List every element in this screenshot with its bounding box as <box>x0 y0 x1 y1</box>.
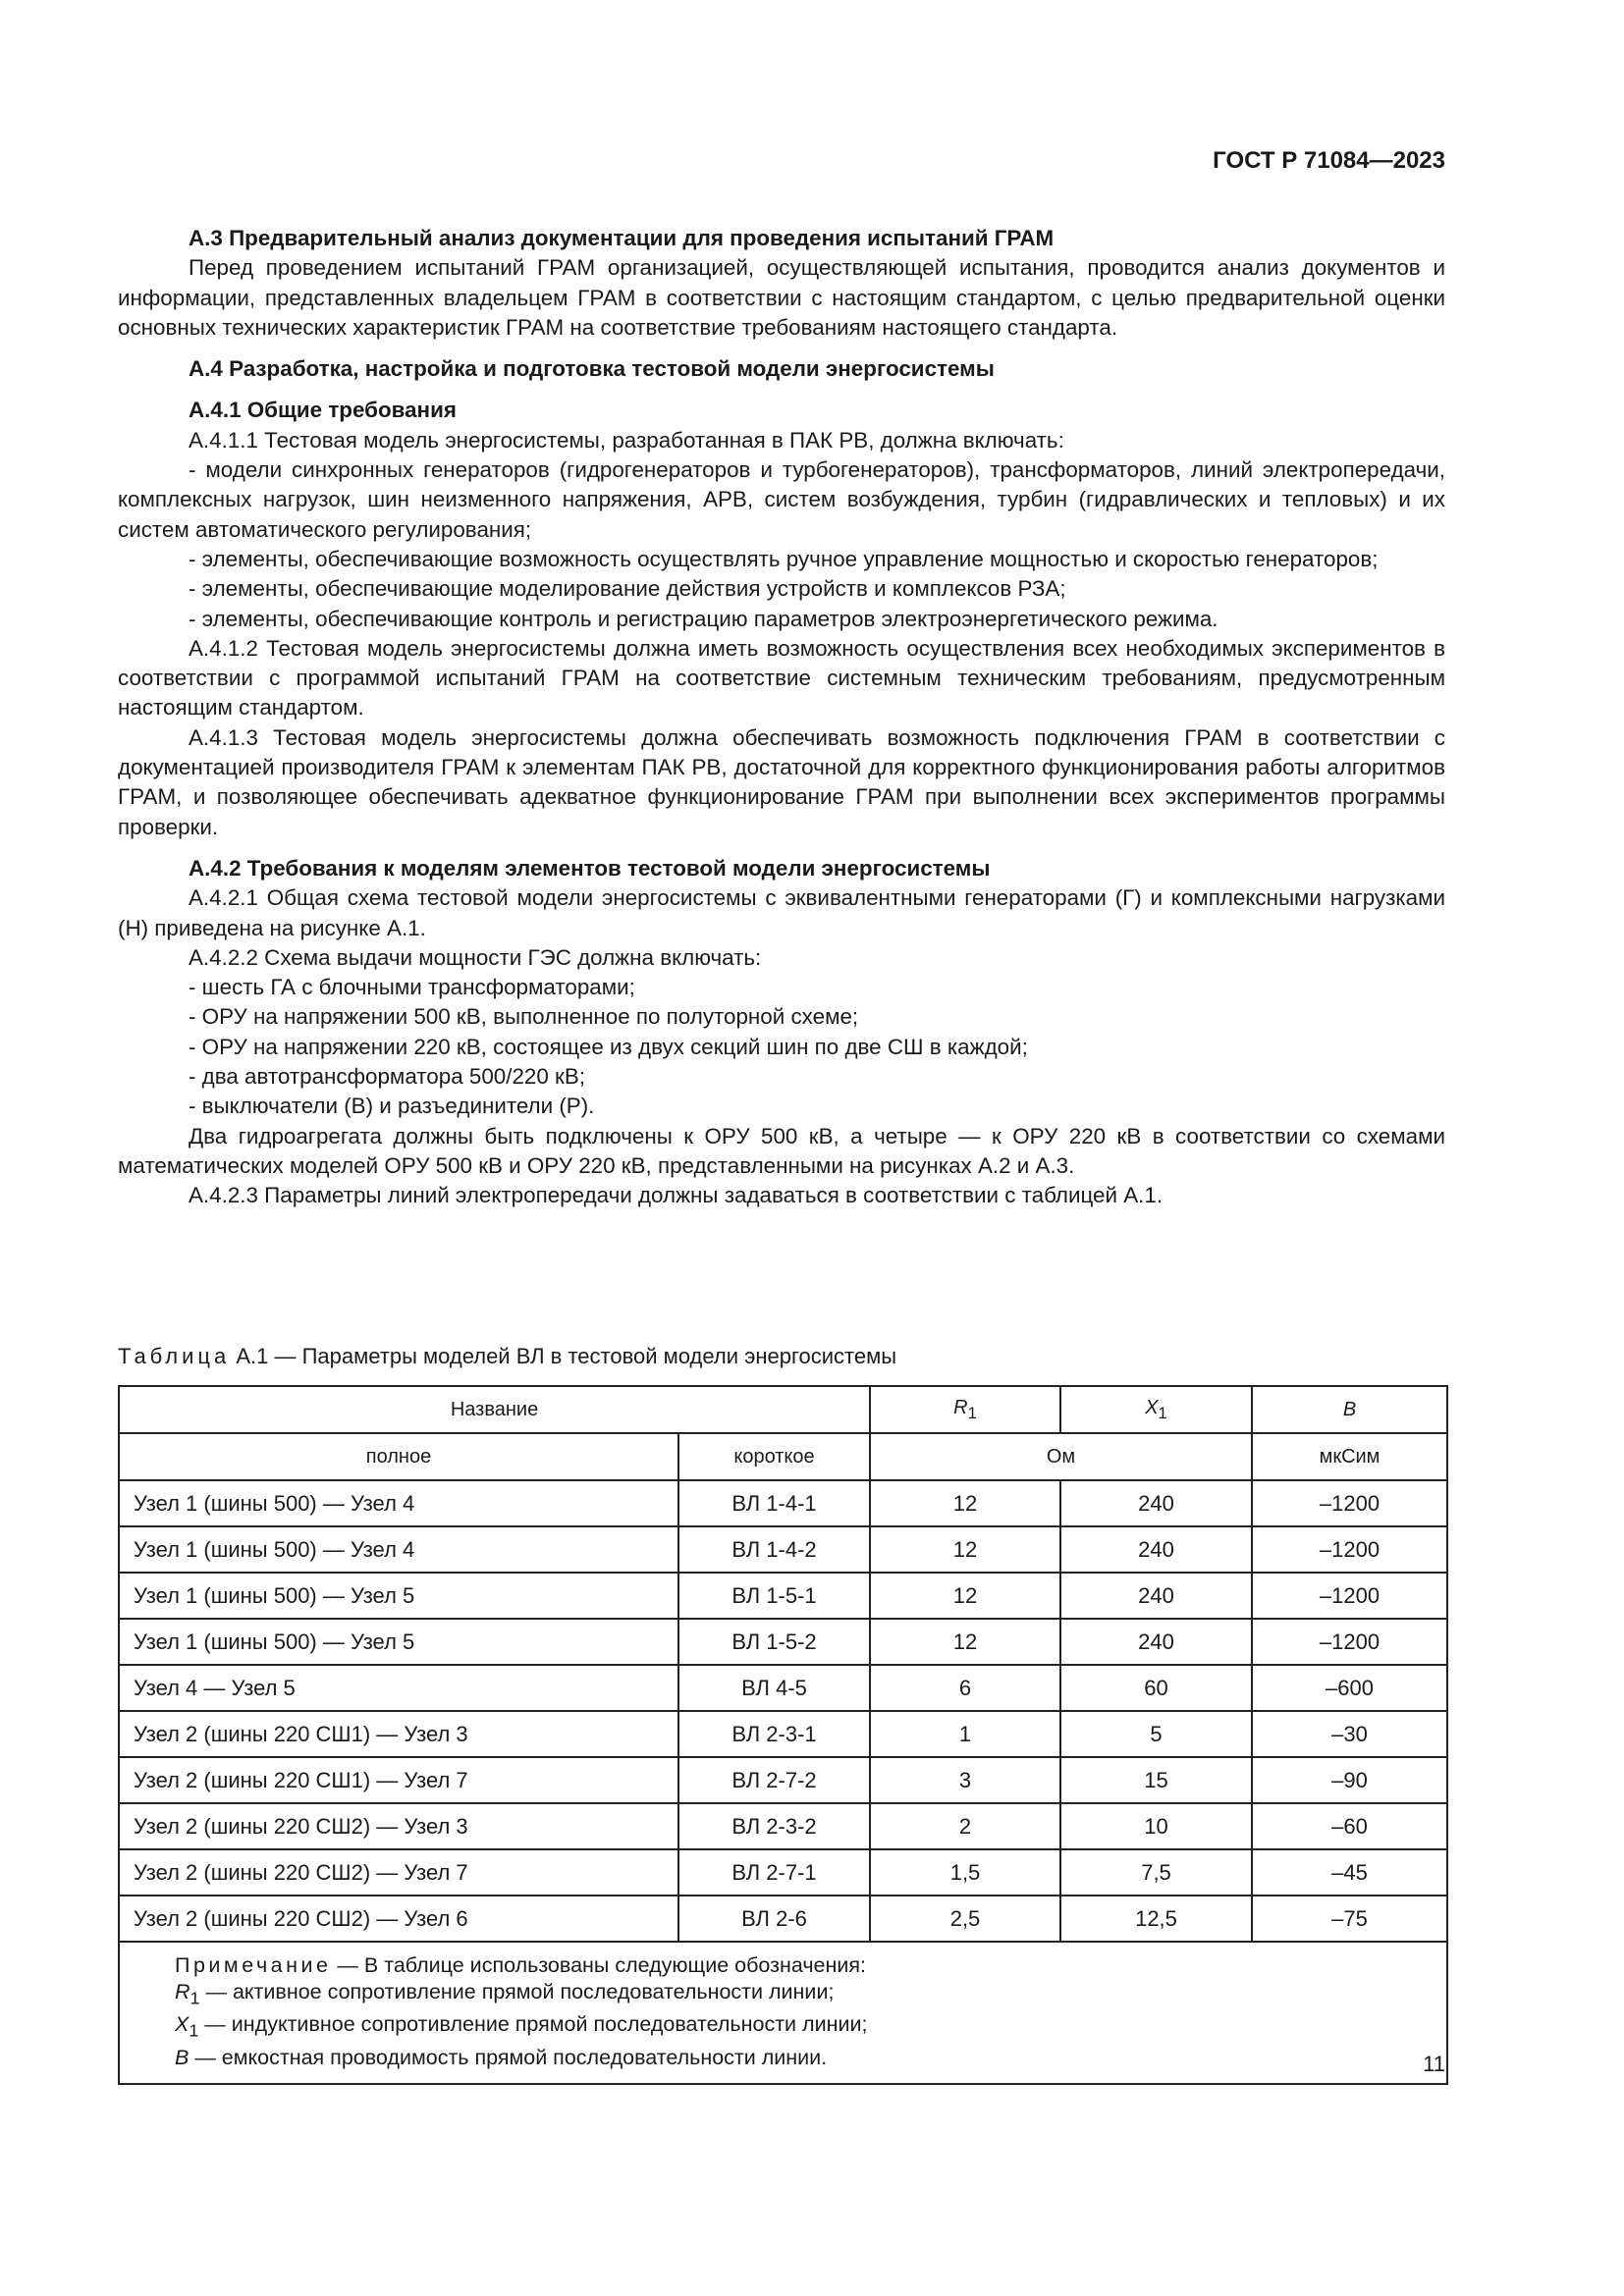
cell-x: 240 <box>1060 1573 1252 1619</box>
cell-r: 3 <box>870 1757 1060 1803</box>
cell-b: –75 <box>1252 1896 1447 1942</box>
cell-r: 1 <box>870 1711 1060 1757</box>
cell-r: 2,5 <box>870 1896 1060 1942</box>
subsection-heading-a41: А.4.1 Общие требования <box>189 398 457 423</box>
cell-x: 60 <box>1060 1665 1252 1711</box>
table-row <box>119 1573 1447 1619</box>
table-row <box>119 1757 1447 1803</box>
subsection-heading-a42: А.4.2 Требования к моделям элементов тестовой модели энергосистемы <box>189 855 991 881</box>
cell-short: ВЛ 2-3-2 <box>678 1803 870 1849</box>
cell-b: –600 <box>1252 1665 1447 1711</box>
cell-full: Узел 1 (шины 500) — Узел 4 <box>119 1526 678 1573</box>
note-b-letter: B <box>175 2045 189 2069</box>
paragraph: Два гидроагрегата должны быть подключены к ОРУ 500 кВ, а четыре — к ОРУ 220 кВ в соответствии со схемами математических моделей ОРУ 500 кВ и ОРУ 220 кВ, представленными на рисунках А.2 и А.3. <box>118 1123 1445 1178</box>
list-item: - элементы, обеспечивающие моделирование действия устройств и комплексов РЗА; <box>189 576 1066 602</box>
cell-r: 6 <box>870 1665 1060 1711</box>
paragraph: А.4.1.2 Тестовая модель энергосистемы должна иметь возможность осуществления всех необходимых экспериментов в соответствии с программой испытаний ГРАМ на соответствие системным техническим требованиям, предусмотренным настоящим стандартом. <box>118 635 1445 721</box>
header-x1 <box>1060 1386 1252 1433</box>
table-row <box>119 1526 1447 1573</box>
cell-short: ВЛ 2-6 <box>678 1896 870 1942</box>
cell-r: 12 <box>870 1526 1060 1573</box>
parameters-table <box>118 1385 1448 2085</box>
list-item: - элементы, обеспечивающие возможность осуществлять ручное управление мощностью и скоростью генераторов; <box>189 546 1379 571</box>
cell-b: –45 <box>1252 1849 1447 1896</box>
paragraph: А.4.2.1 Общая схема тестовой модели энергосистемы с эквивалентными генераторами (Г) и комплексными нагрузками (Н) приведена на рисунке А.1. <box>118 885 1445 940</box>
paragraph: А.4.2.2 Схема выдачи мощности ГЭС должна включать: <box>189 944 762 970</box>
header-r1-sub: 1 <box>967 1403 977 1422</box>
cell-full: Узел 2 (шины 220 СШ2) — Узел 6 <box>119 1896 678 1942</box>
cell-x: 15 <box>1060 1757 1252 1803</box>
cell-b: –1200 <box>1252 1480 1447 1526</box>
table-row <box>119 1665 1447 1711</box>
list-item: - шесть ГА с блочными трансформаторами; <box>189 975 635 1000</box>
cell-b: –1200 <box>1252 1526 1447 1573</box>
table-row <box>119 1480 1447 1526</box>
note-r1-text: — активное сопротивление прямой последовательности линии; <box>199 1980 835 2003</box>
paragraph: Перед проведением испытаний ГРАМ организацией, осуществляющей испытания, проводится анализ документов и информации, представленных владельцем ГРАМ в соответствии с настоящим стандартом, с целью предварительной оценки основных технических характеристик ГРАМ на соответствие требованиям настоящего стандарта. <box>118 255 1445 340</box>
header-x1-letter: X <box>1145 1396 1159 1418</box>
cell-full: Узел 4 — Узел 5 <box>119 1665 678 1711</box>
list-item: - ОРУ на напряжении 500 кВ, выполненное по полуторной схеме; <box>189 1004 859 1030</box>
cell-b: –30 <box>1252 1711 1447 1757</box>
document-code: ГОСТ Р 71084—2023 <box>1213 147 1445 174</box>
table-row <box>119 1803 1447 1849</box>
list-item: - элементы, обеспечивающие контроль и регистрацию параметров электроэнергетического режима. <box>189 606 1218 631</box>
table-row <box>119 1896 1447 1942</box>
table-row <box>119 1849 1447 1896</box>
cell-x: 5 <box>1060 1711 1252 1757</box>
cell-short: ВЛ 1-4-2 <box>678 1526 870 1573</box>
header-r1 <box>870 1386 1060 1433</box>
paragraph: А.4.2.3 Параметры линий электропередачи должны задаваться в соответствии с таблицей А.1. <box>189 1183 1164 1208</box>
header-name: Название <box>119 1386 870 1433</box>
page-number: 11 <box>1423 2052 1445 2076</box>
table-caption-text: А.1 — Параметры моделей ВЛ в тестовой модели энергосистемы <box>230 1344 897 1368</box>
header-r1-letter: R <box>953 1396 968 1418</box>
cell-r: 12 <box>870 1619 1060 1665</box>
note-intro <box>175 1952 1446 1979</box>
paragraph: А.4.1.3 Тестовая модель энергосистемы должна обеспечивать возможность подключения ГРАМ в соответствии с документацией производителя ГРАМ к элементам ПАК РВ, достаточной для корректного функционирования работы алгоритмов ГРАМ, и позволяющее обеспечивать адекватное функционирование ГРАМ при выполнении всех экспериментов программы проверки. <box>118 724 1445 839</box>
cell-x: 7,5 <box>1060 1849 1252 1896</box>
note-r1-letter: R <box>175 1980 190 2003</box>
note-label: Примечание <box>175 1953 332 1977</box>
cell-r: 2 <box>870 1803 1060 1849</box>
cell-x: 240 <box>1060 1526 1252 1573</box>
table-row <box>119 1711 1447 1757</box>
cell-full: Узел 2 (шины 220 СШ1) — Узел 3 <box>119 1711 678 1757</box>
note-x1 <box>175 2011 1446 2044</box>
cell-short: ВЛ 2-7-2 <box>678 1757 870 1803</box>
cell-short: ВЛ 1-5-1 <box>678 1573 870 1619</box>
cell-short: ВЛ 1-5-2 <box>678 1619 870 1665</box>
cell-full: Узел 1 (шины 500) — Узел 4 <box>119 1480 678 1526</box>
cell-full: Узел 2 (шины 220 СШ2) — Узел 3 <box>119 1803 678 1849</box>
cell-b: –90 <box>1252 1757 1447 1803</box>
header-short: короткое <box>678 1433 870 1480</box>
cell-short: ВЛ 1-4-1 <box>678 1480 870 1526</box>
cell-short: ВЛ 2-7-1 <box>678 1849 870 1896</box>
cell-r: 12 <box>870 1573 1060 1619</box>
cell-x: 10 <box>1060 1803 1252 1849</box>
header-full: полное <box>119 1433 678 1480</box>
note-b-text: — емкостная проводимость прямой последовательности линии. <box>189 2045 828 2069</box>
cell-b: –1200 <box>1252 1619 1447 1665</box>
list-item: - два автотрансформатора 500/220 кВ; <box>189 1064 585 1090</box>
section-heading-a3: А.3 Предварительный анализ документации для проведения испытаний ГРАМ <box>189 226 1055 250</box>
note-x1-letter: X <box>175 2012 189 2037</box>
header-x1-sub: 1 <box>1158 1403 1167 1422</box>
document-body <box>118 224 1445 1211</box>
table-header-row <box>119 1386 1447 1433</box>
cell-full: Узел 2 (шины 220 СШ2) — Узел 7 <box>119 1849 678 1896</box>
paragraph: А.4.1.1 Тестовая модель энергосистемы, разработанная в ПАК РВ, должна включать: <box>189 427 1064 453</box>
header-b <box>1252 1386 1447 1433</box>
note-r1-sub: 1 <box>189 1988 200 2008</box>
list-item: - выключатели (В) и разъединители (Р). <box>189 1094 595 1119</box>
note-intro-text: — В таблице использованы следующие обозначения: <box>331 1953 867 1977</box>
header-microsiemens: мкСим <box>1252 1433 1447 1480</box>
cell-short: ВЛ 2-3-1 <box>678 1711 870 1757</box>
header-ohm: Ом <box>870 1433 1252 1480</box>
cell-full: Узел 1 (шины 500) — Узел 5 <box>119 1573 678 1619</box>
cell-x: 240 <box>1060 1480 1252 1526</box>
note-r1 <box>175 1979 1446 2011</box>
cell-r: 1,5 <box>870 1849 1060 1896</box>
note-x1-sub: 1 <box>189 2020 199 2041</box>
cell-full: Узел 2 (шины 220 СШ1) — Узел 7 <box>119 1757 678 1803</box>
cell-b: –60 <box>1252 1803 1447 1849</box>
table-caption <box>118 1343 1445 1370</box>
cell-x: 240 <box>1060 1619 1252 1665</box>
header-b-letter: B <box>1342 1398 1357 1420</box>
table-caption-label: Таблица <box>118 1344 231 1368</box>
section-heading-a4: А.4 Разработка, настройка и подготовка тестовой модели энергосистемы <box>189 356 995 382</box>
table-subheader-row <box>119 1433 1447 1480</box>
cell-full: Узел 1 (шины 500) — Узел 5 <box>119 1619 678 1665</box>
table-row <box>119 1619 1447 1665</box>
list-item: - модели синхронных генераторов (гидрогенераторов и турбогенераторов), трансформаторов, линий электропередачи, комплексных нагрузок, шин неизменного напряжения, АРВ, систем возбуждения, турбин (гидравлических и тепловых) и их систем автоматического регулирования; <box>118 457 1445 542</box>
list-item: - ОРУ на напряжении 220 кВ, состоящее из двух секций шин по две СШ в каждой; <box>189 1034 1028 1059</box>
cell-r: 12 <box>870 1480 1060 1526</box>
cell-short: ВЛ 4-5 <box>678 1665 870 1711</box>
cell-b: –1200 <box>1252 1573 1447 1619</box>
cell-x: 12,5 <box>1060 1896 1252 1942</box>
note-x1-text: — индуктивное сопротивление прямой последовательности линии; <box>198 2012 868 2037</box>
